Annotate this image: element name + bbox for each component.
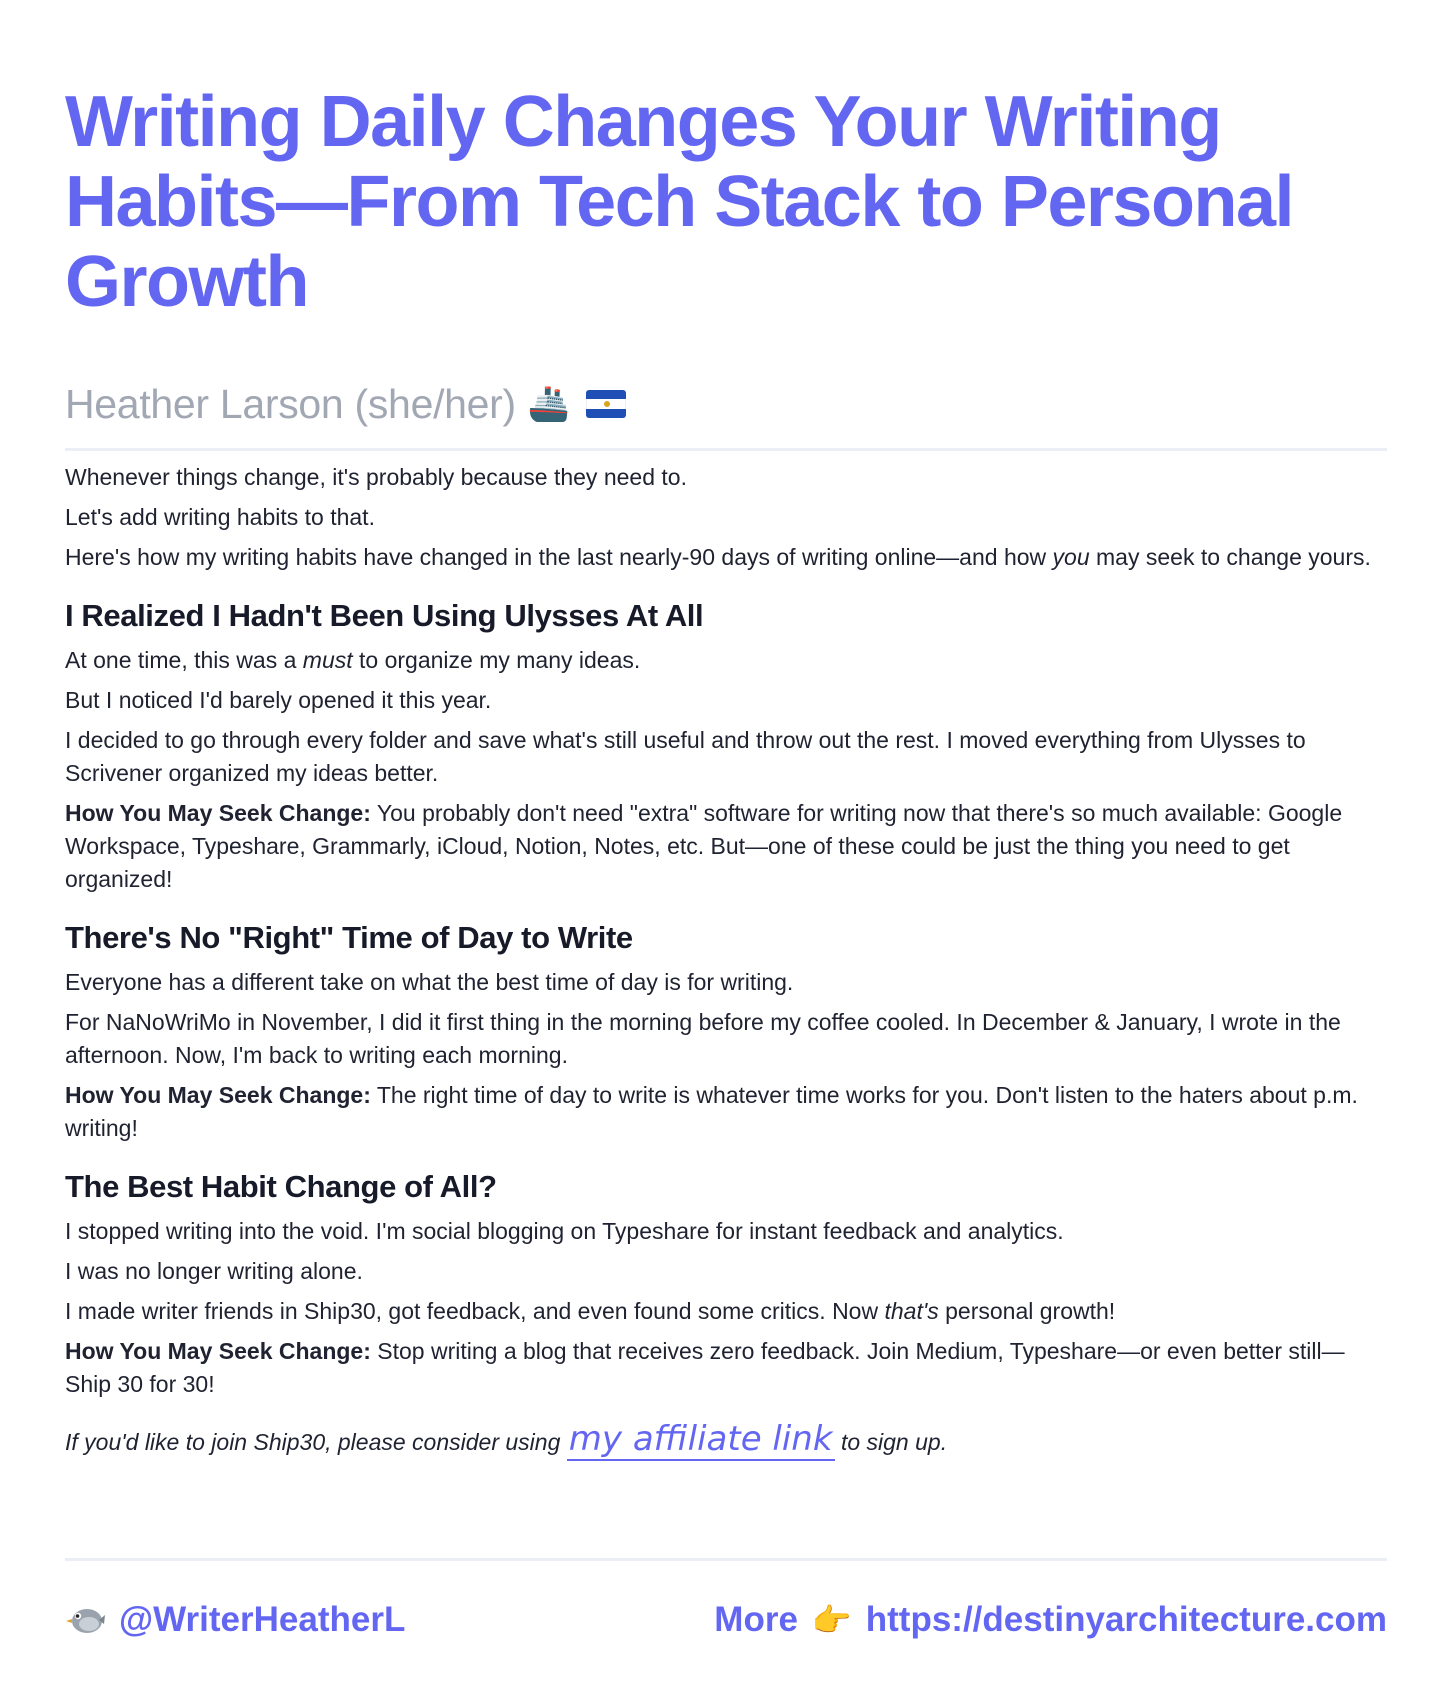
paragraph: I decided to go through every folder and save what's still useful and throw out the rest. I moved everything from Ulysses to Scrivener organized my ideas better. [65, 727, 1306, 786]
paragraph: Whenever things change, it's probably because they need to. [65, 464, 687, 490]
paragraph: Let's add writing habits to that. [65, 504, 375, 530]
paragraph: I was no longer writing alone. [65, 1258, 363, 1284]
el-salvador-flag-icon [586, 390, 626, 418]
closing-paragraph: If you'd like to join Ship30, please consider using my affiliate link to sign up. [65, 1419, 948, 1459]
change-paragraph: How You May Seek Change: The right time of day to write is whatever time works for you. Don't listen to the haters about p.m. writing! [65, 1082, 1358, 1141]
footer [65, 1600, 1387, 1640]
ship-icon: 🚢 [527, 384, 570, 424]
paragraph: At one time, this was a must to organize my many ideas. [65, 647, 641, 673]
more-label: More [714, 1600, 798, 1639]
twitter-handle: @WriterHeatherL [119, 1600, 406, 1639]
section-heading: The Best Habit Change of All? [65, 1169, 497, 1204]
page-title: Writing Daily Changes Your Writing Habits—From Tech Stack to Personal Growth [65, 82, 1293, 322]
paragraph: For NaNoWriMo in November, I did it first thing in the morning before my coffee cooled. In December & January, I wrote in the afternoon. Now, I'm back to writing each morning. [65, 1009, 1341, 1068]
change-label: How You May Seek Change: [65, 800, 371, 826]
header-divider [65, 448, 1387, 451]
paragraph: I stopped writing into the void. I'm social blogging on Typeshare for instant feedback and analytics. [65, 1218, 1064, 1244]
bird-icon [65, 1602, 105, 1638]
change-label: How You May Seek Change: [65, 1338, 371, 1364]
paragraph: I made writer friends in Ship30, got feedback, and even found some critics. Now that's personal growth! [65, 1298, 1116, 1324]
section-heading: I Realized I Hadn't Been Using Ulysses At All [65, 598, 704, 633]
article-body [65, 461, 1387, 1459]
footer-handle[interactable] [65, 1600, 405, 1640]
change-paragraph: How You May Seek Change: Stop writing a blog that receives zero feedback. Join Medium, Typeshare—or even better still—Ship 30 for 30! [65, 1338, 1345, 1397]
website-link[interactable]: https://destinyarchitecture.com [865, 1600, 1387, 1639]
paragraph: But I noticed I'd barely opened it this year. [65, 687, 492, 713]
paragraph: Here's how my writing habits have changed in the last nearly-90 days of writing online—and how you may seek to change yours. [65, 544, 1371, 570]
change-paragraph: How You May Seek Change: You probably don't need "extra" software for writing now that there's so much available: Google Workspace, Typeshare, Grammarly, iCloud, Notion, Notes, etc. But—one of these could be just the thing you need to get organized! [65, 800, 1343, 892]
footer-divider [65, 1558, 1387, 1561]
author-name: Heather Larson (she/her) [65, 381, 516, 427]
pointing-hand-icon: 👉 [811, 1601, 852, 1639]
footer-more[interactable] [714, 1600, 1387, 1640]
paragraph: Everyone has a different take on what the best time of day is for writing. [65, 969, 794, 995]
affiliate-link[interactable]: my affiliate link [568, 1419, 833, 1459]
change-label: How You May Seek Change: [65, 1082, 371, 1108]
author-line [65, 380, 1387, 428]
section-heading: There's No "Right" Time of Day to Write [65, 920, 633, 955]
